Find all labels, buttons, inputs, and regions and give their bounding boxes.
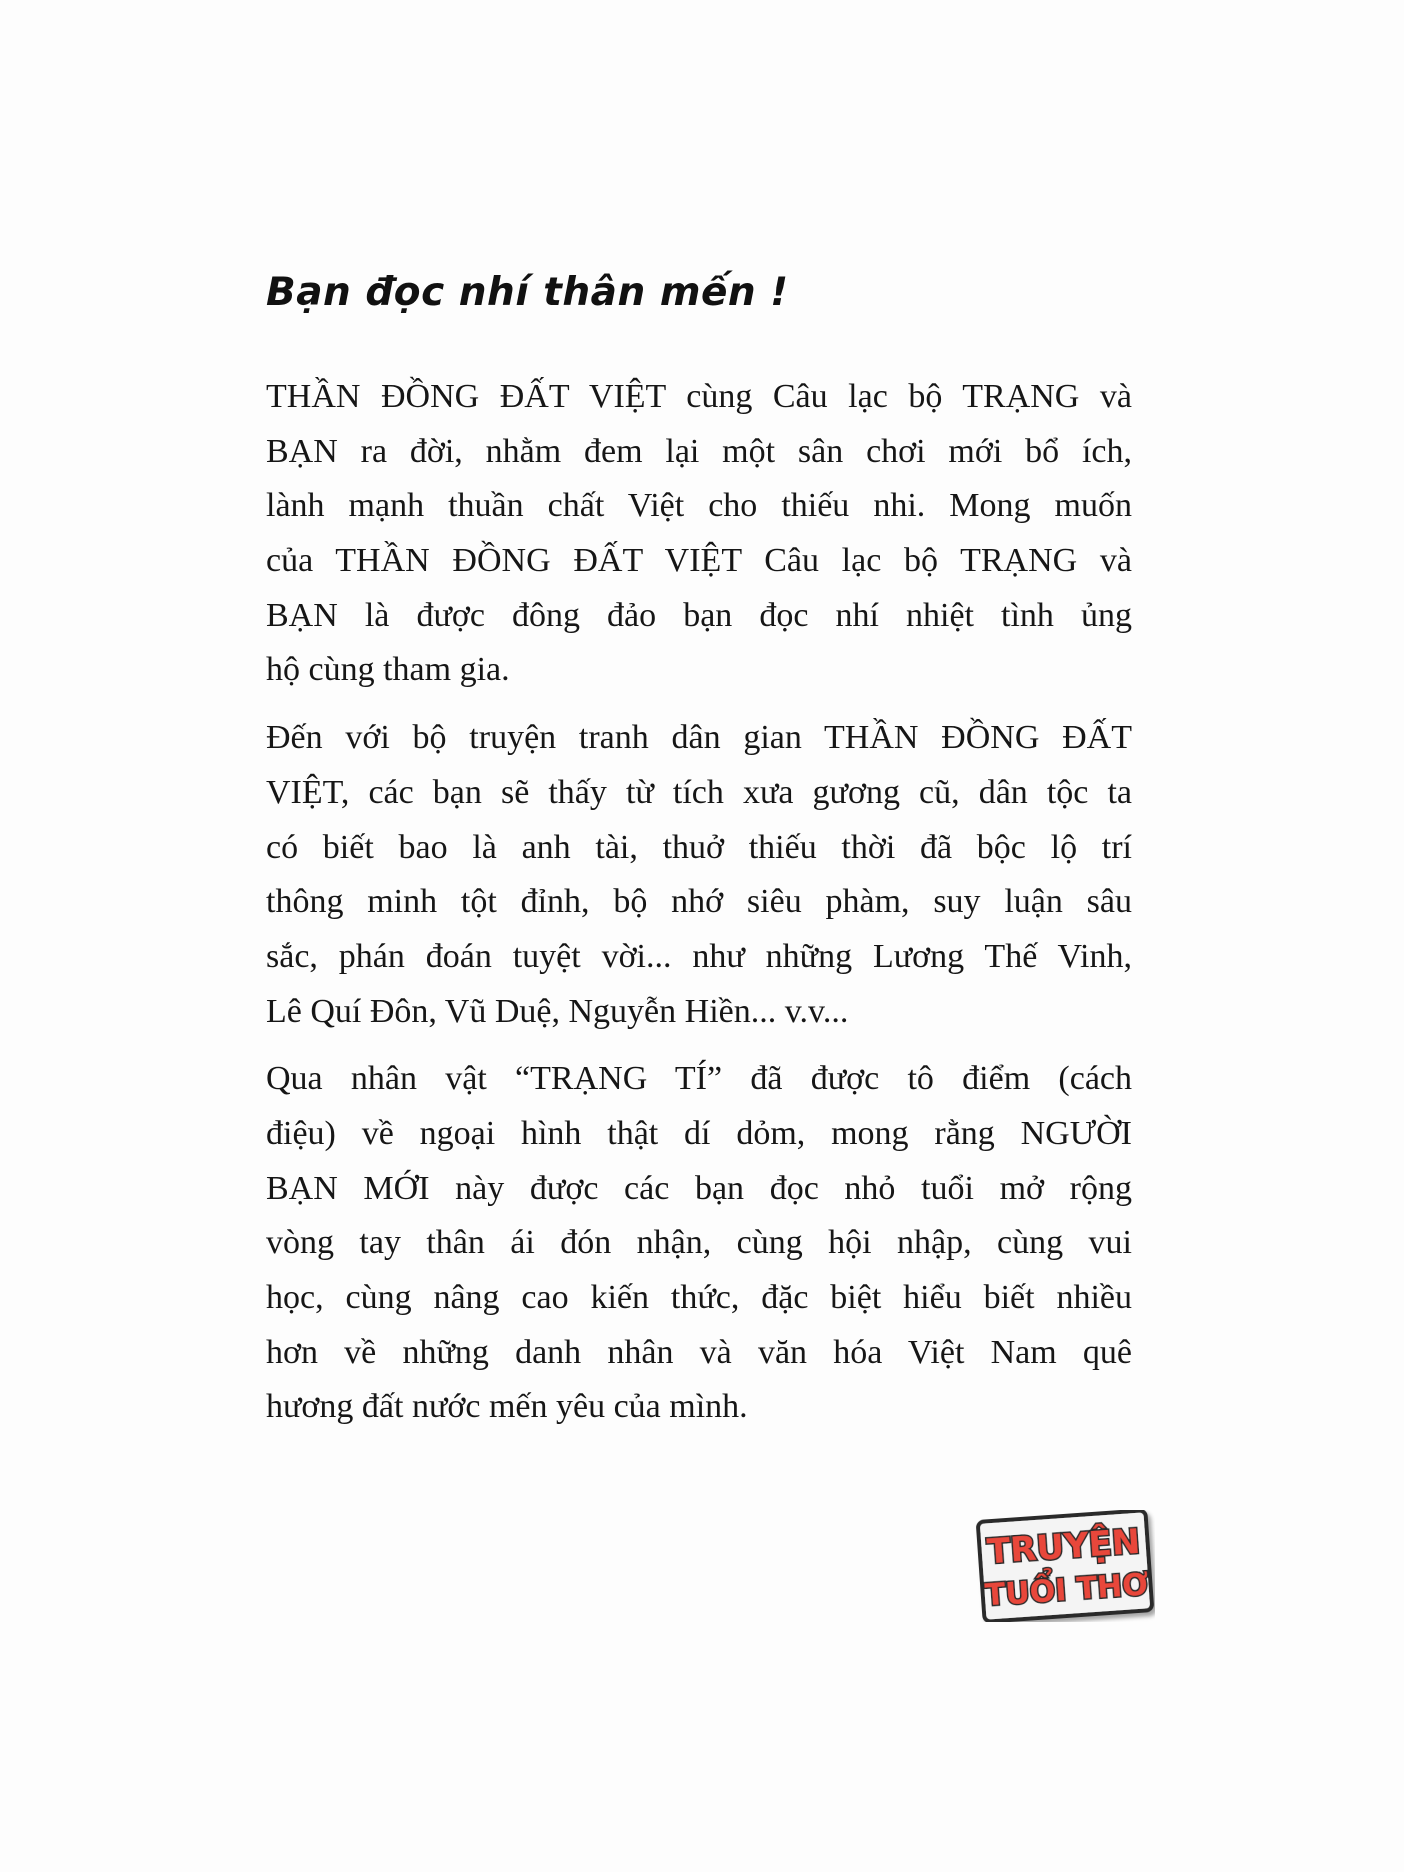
text-line: hộ cùng tham gia. [266,651,510,689]
logo-text-line2: TUỔI THƠ [983,1567,1150,1614]
text-line: học, cùng nâng cao kiến thức, đặc biệt hiểu biết nhiều [266,1279,1132,1316]
text-line: hương đất nước mến yêu của mình. [266,1388,748,1426]
text-line: điệu) về ngoại hình thật dí dỏm, mong rằng NGƯỜI [266,1114,1132,1152]
text-line: thông minh tột đỉnh, bộ nhớ siêu phàm, suy luận sâu [266,883,1132,921]
text-line: THẦN ĐỒNG ĐẤT VIỆT cùng Câu lạc bộ TRẠNG và [266,378,1132,415]
paragraph-gap [266,698,1132,711]
text-line: vòng tay thân ái đón nhận, cùng hội nhập, cùng vui [266,1224,1132,1262]
page-heading: Bạn đọc nhí thân mến ! [266,270,789,315]
logo-text-line1: TRUYỆN [985,1521,1142,1573]
text-line: sắc, phán đoán tuyệt vời... như những Lương Thế Vinh, [266,937,1132,975]
text-line: hơn về những danh nhân và văn hóa Việt Nam quê [266,1333,1132,1371]
paragraph-gap [266,1039,1132,1052]
truyen-tuoi-tho-logo [975,1510,1155,1622]
text-line: BẠN MỚI này được các bạn đọc nhỏ tuổi mở rộng [266,1169,1132,1207]
text-line: VIỆT, các bạn sẽ thấy từ tích xưa gương cũ, dân tộc ta [266,773,1132,811]
body-text [266,370,1132,1435]
text-line: Lê Quí Đôn, Vũ Duệ, Nguyễn Hiền... v.v... [266,992,849,1030]
text-line: BẠN ra đời, nhằm đem lại một sân chơi mới bổ ích, [266,432,1132,470]
text-line: của THẦN ĐỒNG ĐẤT VIỆT Câu lạc bộ TRẠNG và [266,542,1132,580]
text-line: Đến với bộ truyện tranh dân gian THẦN ĐỒNG ĐẤT [266,719,1132,757]
paragraph-1 [266,370,1132,698]
paragraph-2 [266,711,1132,1039]
text-line: Qua nhân vật “TRẠNG TÍ” đã được tô điểm (cách [266,1060,1132,1098]
paragraph-3 [266,1052,1132,1435]
text-line: có biết bao là anh tài, thuở thiếu thời đã bộc lộ trí [266,828,1132,866]
text-line: lành mạnh thuần chất Việt cho thiếu nhi. Mong muốn [266,487,1132,525]
text-line: BẠN là được đông đảo bạn đọc nhí nhiệt tình ủng [266,596,1132,634]
